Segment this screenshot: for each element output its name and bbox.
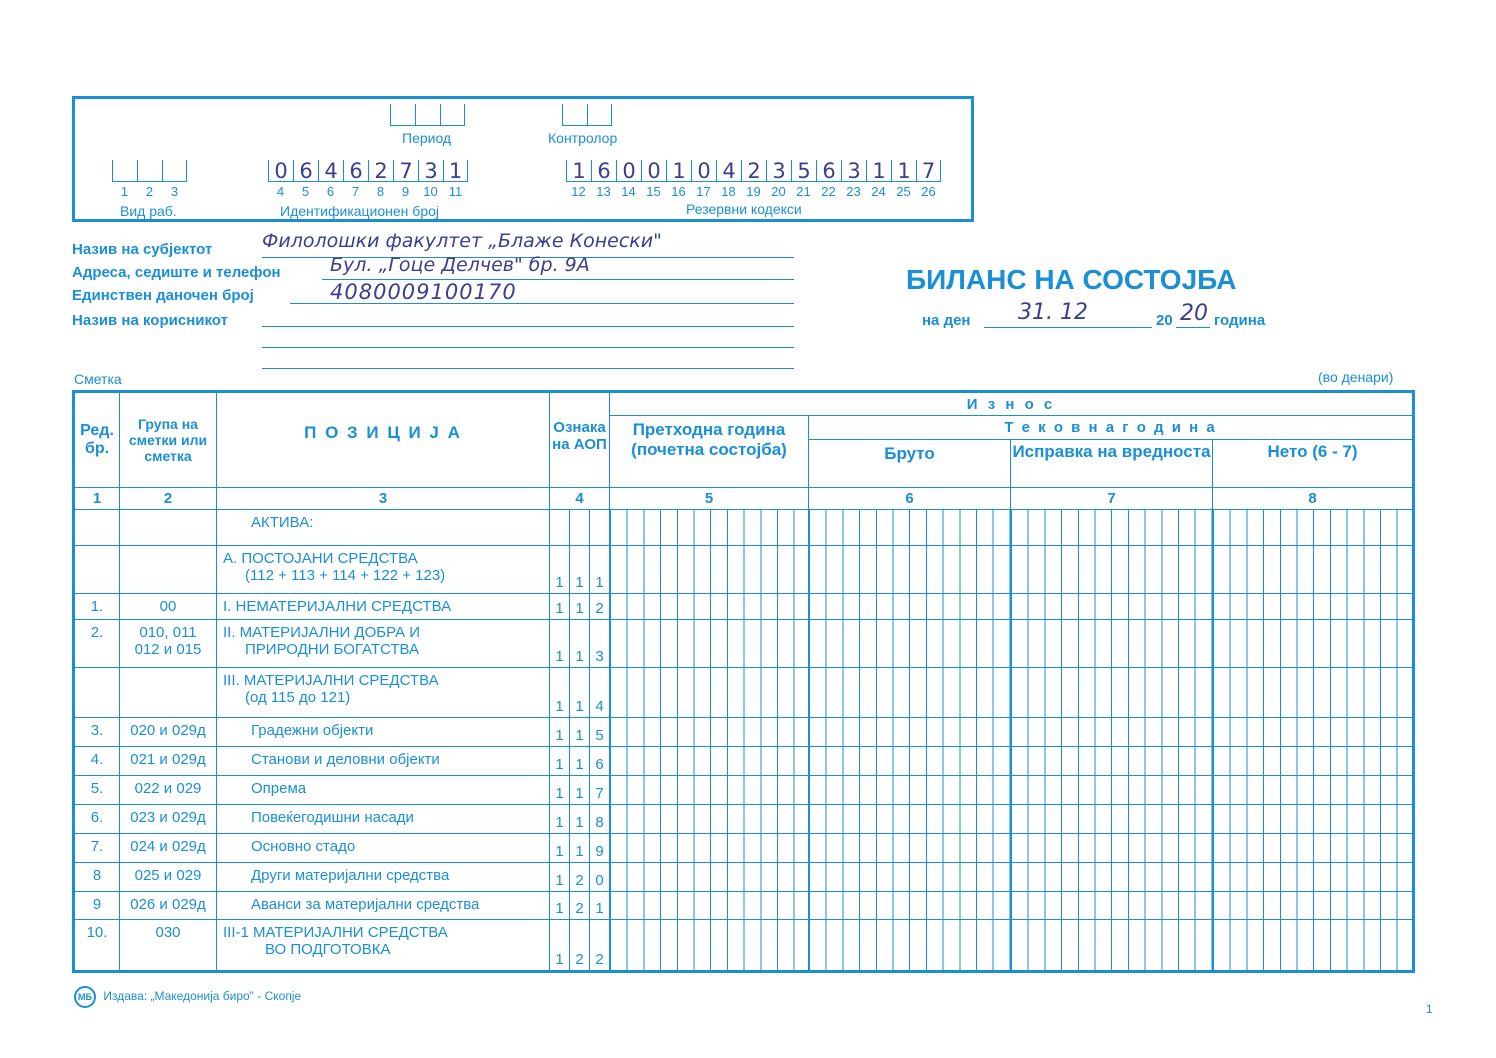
- aop-digit: 5: [589, 718, 609, 746]
- amount-cell[interactable]: [809, 920, 1011, 972]
- year-prefix: 20: [1156, 312, 1173, 329]
- amount-cell[interactable]: [1011, 620, 1213, 668]
- aop-digit: 7: [589, 776, 609, 804]
- aop-digit: 2: [589, 594, 609, 619]
- amount-cell[interactable]: [610, 668, 809, 718]
- tax-value[interactable]: 4080009100170: [330, 280, 517, 304]
- cell-number: 7: [351, 184, 360, 199]
- cell-number: 12: [571, 184, 586, 199]
- digit-cell[interactable]: 1: [891, 160, 916, 182]
- aop-digit: 2: [569, 920, 589, 970]
- aop-digit: [569, 510, 589, 545]
- aop-digit: 6: [589, 747, 609, 775]
- amount-cell[interactable]: [610, 920, 809, 972]
- cell-number: 18: [721, 184, 736, 199]
- aop-digit: 2: [569, 863, 589, 891]
- digit-cell[interactable]: 0: [616, 160, 641, 182]
- aop-digit: 1: [569, 747, 589, 775]
- row-position: [217, 718, 550, 747]
- reserve-numbers: [566, 184, 941, 199]
- vid-numbers: [112, 184, 187, 199]
- amount-cell[interactable]: [1011, 776, 1213, 805]
- amount-cell[interactable]: [610, 776, 809, 805]
- amount-cell[interactable]: [1011, 718, 1213, 747]
- amount-cell[interactable]: [610, 863, 809, 892]
- amount-cell[interactable]: [809, 620, 1011, 668]
- aop-digit: 3: [589, 620, 609, 667]
- row-number: 3.: [74, 718, 120, 747]
- row-aop: [550, 892, 610, 920]
- digit-cell[interactable]: 1: [566, 160, 591, 182]
- smetka-label: Сметка: [74, 371, 122, 387]
- aop-digit: [550, 510, 569, 545]
- aop-digit: 1: [589, 892, 609, 919]
- digit-cell[interactable]: 6: [293, 160, 318, 182]
- column-number: 3: [217, 488, 550, 510]
- aop-digit: 1: [589, 546, 609, 593]
- cell-number: 14: [621, 184, 636, 199]
- row-group: [120, 863, 217, 892]
- row-group: [120, 776, 217, 805]
- digit-cell[interactable]: 1: [666, 160, 691, 182]
- amount-cell[interactable]: [809, 834, 1011, 863]
- amount-cell[interactable]: [809, 892, 1011, 920]
- digit-cell[interactable]: 6: [343, 160, 368, 182]
- cell-number: 11: [448, 184, 463, 199]
- table-row: [74, 620, 1414, 668]
- header-previous-year: Претходна година (почетна состојба): [610, 416, 809, 488]
- tax-label: Единствен даночен број: [72, 287, 254, 304]
- header-group: Група на сметки или сметка: [120, 392, 217, 488]
- amount-cell[interactable]: [1213, 834, 1414, 863]
- row-position: [217, 510, 550, 546]
- row-group: [120, 546, 217, 594]
- cell-number: 5: [301, 184, 310, 199]
- aop-digit: 1: [555, 843, 564, 860]
- row-position: [217, 776, 550, 805]
- aop-digit: 1: [555, 951, 564, 968]
- aop-digit: 1: [569, 834, 589, 862]
- row-number: [74, 668, 120, 718]
- row-group: [120, 805, 217, 834]
- user-line-3[interactable]: [262, 367, 794, 369]
- row-number: 7.: [74, 834, 120, 863]
- row-position: [217, 892, 550, 920]
- row-position: [217, 546, 550, 594]
- row-position: [217, 863, 550, 892]
- aop-digit: 1: [555, 574, 564, 591]
- amount-cell[interactable]: [1213, 863, 1414, 892]
- column-number: 1: [74, 488, 120, 510]
- reserve-cells[interactable]: [566, 160, 941, 182]
- row-position-line: III-1 МАТЕРИЈАЛНИ СРЕДСТВА: [223, 924, 448, 941]
- year-value[interactable]: 20: [1180, 301, 1208, 326]
- row-position: [217, 805, 550, 834]
- aop-digit: 1: [555, 600, 564, 617]
- aop-digit: 1: [555, 698, 564, 715]
- aop-digit: 1: [569, 594, 589, 619]
- aop-digit: 1: [555, 785, 564, 802]
- cell-number: 10: [423, 184, 438, 199]
- digit-cell[interactable]: 1: [443, 160, 468, 182]
- cell-number: 3: [170, 184, 179, 199]
- controller-label: Контролор: [548, 130, 618, 146]
- user-line-2[interactable]: [262, 346, 794, 348]
- aop-digit: 1: [555, 814, 564, 831]
- cell-number: 2: [145, 184, 154, 199]
- amount-cell[interactable]: [1011, 805, 1213, 834]
- aop-digit: 1: [555, 872, 564, 889]
- document-title: БИЛАНС НА СОСТОЈБА: [906, 264, 1237, 295]
- row-group: [120, 510, 217, 546]
- period-cells[interactable]: [390, 104, 465, 126]
- amount-cell[interactable]: [610, 747, 809, 776]
- vid-label: Вид раб.: [120, 203, 177, 219]
- row-aop: [550, 510, 610, 546]
- column-number: 4: [550, 488, 610, 510]
- table-row: [74, 510, 1414, 546]
- header-ispravka: Исправка на вредноста: [1011, 440, 1213, 488]
- column-number: 8: [1213, 488, 1414, 510]
- digit-cell[interactable]: 6: [816, 160, 841, 182]
- table-row: [74, 546, 1414, 594]
- row-aop: [550, 863, 610, 892]
- aop-digit: 1: [555, 900, 564, 917]
- row-position: [217, 668, 550, 718]
- amount-cell[interactable]: [809, 668, 1011, 718]
- digit-cell[interactable]: 0: [268, 160, 293, 182]
- table-row: [74, 892, 1414, 920]
- aop-digit: 8: [589, 805, 609, 833]
- digit-cell[interactable]: 3: [841, 160, 866, 182]
- amount-cell[interactable]: [809, 747, 1011, 776]
- amount-cell[interactable]: [610, 510, 809, 546]
- amount-cell[interactable]: [1011, 747, 1213, 776]
- row-position: [217, 747, 550, 776]
- row-aop: [550, 718, 610, 747]
- cell-number: 19: [746, 184, 761, 199]
- publisher-text: Издава: „Македонија биро" - Скопје: [103, 989, 302, 1004]
- row-group-line: 020 и 029д: [130, 722, 206, 739]
- row-number: 6.: [74, 805, 120, 834]
- row-aop: [550, 620, 610, 668]
- amount-cell[interactable]: [1011, 892, 1213, 920]
- row-group: [120, 594, 217, 620]
- cell-number: 17: [696, 184, 711, 199]
- aop-digit: 1: [569, 668, 589, 717]
- amount-cell[interactable]: [1213, 776, 1414, 805]
- row-group: [120, 668, 217, 718]
- table-row: [74, 805, 1414, 834]
- row-position-line: Повеќегодишни насади: [251, 809, 414, 826]
- column-number: 6: [809, 488, 1011, 510]
- aop-digit: [589, 510, 609, 545]
- table-row: [74, 718, 1414, 747]
- row-group-line: 023 и 029д: [130, 809, 206, 826]
- digit-cell[interactable]: 3: [418, 160, 443, 182]
- amount-cell[interactable]: [1213, 546, 1414, 594]
- subject-label: Назив на субјектот: [72, 241, 213, 258]
- digit-cell[interactable]: 3: [766, 160, 791, 182]
- id-cells[interactable]: [268, 160, 468, 182]
- row-group: [120, 747, 217, 776]
- amount-cell[interactable]: [610, 718, 809, 747]
- row-group: [120, 920, 217, 972]
- amount-cell[interactable]: [610, 546, 809, 594]
- amount-cell[interactable]: [1011, 594, 1213, 620]
- aop-digit: 1: [555, 727, 564, 744]
- digit-cell[interactable]: 7: [916, 160, 941, 182]
- row-group-line: 010, 011: [139, 624, 197, 641]
- address-value[interactable]: Бул. „Гоце Делчев" бр. 9А: [330, 254, 590, 276]
- aop-digit: 1: [569, 776, 589, 804]
- column-number: 7: [1011, 488, 1213, 510]
- amount-cell[interactable]: [1213, 805, 1414, 834]
- amount-cell[interactable]: [1213, 718, 1414, 747]
- currency-note: (во денари): [1318, 369, 1394, 385]
- amount-cell[interactable]: [809, 776, 1011, 805]
- cell-number: 8: [376, 184, 385, 199]
- year-suffix: година: [1214, 312, 1266, 329]
- header-box: [72, 96, 974, 222]
- row-number: 8: [74, 863, 120, 892]
- cell-number: 24: [871, 184, 886, 199]
- row-aop: [550, 776, 610, 805]
- amount-cell[interactable]: [809, 718, 1011, 747]
- cell-number: 6: [326, 184, 335, 199]
- amount-cell[interactable]: [610, 892, 809, 920]
- cell-number: 15: [646, 184, 661, 199]
- row-position: [217, 834, 550, 863]
- aop-digit: 1: [555, 756, 564, 773]
- digit-cell[interactable]: 7: [393, 160, 418, 182]
- aop-digit: 1: [555, 648, 564, 665]
- digit-cell[interactable]: 6: [591, 160, 616, 182]
- row-position-line: Градежни објекти: [251, 722, 374, 739]
- row-position-line: ВО ПОДГОТОВКА: [265, 941, 391, 958]
- table-row: [74, 747, 1414, 776]
- row-aop: [550, 546, 610, 594]
- row-number: 2.: [74, 620, 120, 668]
- row-position-line: А. ПОСТОЈАНИ СРЕДСТВА: [223, 550, 418, 567]
- header-position: П О З И Ц И Ј А: [217, 392, 550, 488]
- row-position-line: (од 115 до 121): [245, 689, 351, 706]
- table-row: [74, 594, 1414, 620]
- table-row: [74, 920, 1414, 972]
- publisher-footer: [74, 986, 301, 1008]
- row-group-line: 012 и 015: [134, 641, 202, 658]
- amount-cell[interactable]: [809, 594, 1011, 620]
- cell-number: 4: [276, 184, 285, 199]
- row-position-line: Аванси за материјални средства: [251, 896, 480, 913]
- aop-digit: 9: [589, 834, 609, 862]
- header-aop: Ознака на АОП: [550, 392, 610, 488]
- amount-cell[interactable]: [809, 805, 1011, 834]
- amount-cell[interactable]: [610, 620, 809, 668]
- cell-number: 26: [921, 184, 936, 199]
- amount-cell[interactable]: [610, 594, 809, 620]
- amount-cell[interactable]: [610, 834, 809, 863]
- controller-cells[interactable]: [562, 104, 612, 126]
- row-group-line: 021 и 029д: [130, 751, 206, 768]
- aop-digit: 1: [569, 620, 589, 667]
- row-group: [120, 892, 217, 920]
- column-number: 2: [120, 488, 217, 510]
- row-group-line: 00: [159, 598, 177, 615]
- row-aop: [550, 747, 610, 776]
- amount-cell[interactable]: [1011, 546, 1213, 594]
- cell-number: 20: [771, 184, 786, 199]
- row-number: 1.: [74, 594, 120, 620]
- aop-digit: 0: [589, 863, 609, 891]
- digit-cell[interactable]: 4: [318, 160, 343, 182]
- amount-cell[interactable]: [1011, 510, 1213, 546]
- vid-cells[interactable]: [112, 160, 187, 182]
- subject-value[interactable]: Филолошки факултет „Блаже Конески": [262, 230, 662, 252]
- page-number: 1: [1426, 1002, 1433, 1016]
- row-group-line: 022 и 029: [134, 780, 202, 797]
- cell-number: 9: [401, 184, 410, 199]
- header-bruto: Бруто: [809, 440, 1011, 488]
- row-group: [120, 834, 217, 863]
- amount-cell[interactable]: [1213, 594, 1414, 620]
- row-position-line: I. НЕМАТЕРИЈАЛНИ СРЕДСТВА: [223, 598, 452, 615]
- aop-digit: 2: [569, 892, 589, 919]
- row-aop: [550, 668, 610, 718]
- digit-cell[interactable]: 0: [641, 160, 666, 182]
- date-prefix: на ден: [922, 312, 971, 329]
- date-line: [984, 326, 1152, 328]
- header-neto: Нето (6 - 7): [1213, 440, 1414, 488]
- digit-cell[interactable]: 5: [791, 160, 816, 182]
- digit-cell[interactable]: 0: [691, 160, 716, 182]
- digit-cell[interactable]: 4: [716, 160, 741, 182]
- cell-number: 16: [671, 184, 686, 199]
- row-number: 5.: [74, 776, 120, 805]
- amount-cell[interactable]: [1213, 510, 1414, 546]
- cell-number: 13: [596, 184, 611, 199]
- balance-table: [72, 390, 1415, 973]
- cell-number: 22: [821, 184, 836, 199]
- table-row: [74, 863, 1414, 892]
- column-number: 5: [610, 488, 809, 510]
- amount-cell[interactable]: [809, 863, 1011, 892]
- amount-cell[interactable]: [1011, 668, 1213, 718]
- row-position: [217, 594, 550, 620]
- cell-number: 21: [796, 184, 811, 199]
- row-position: [217, 920, 550, 972]
- aop-digit: 4: [589, 668, 609, 717]
- row-position-line: ПРИРОДНИ БОГАТСТВА: [245, 641, 419, 658]
- digit-cell[interactable]: 2: [368, 160, 393, 182]
- id-label: Идентификационен број: [280, 203, 440, 219]
- column-numbers-row: [74, 488, 1414, 510]
- row-aop: [550, 834, 610, 863]
- header-red: Ред. бр.: [74, 392, 120, 488]
- amount-cell[interactable]: [809, 510, 1011, 546]
- row-position-line: Основно стадо: [251, 838, 356, 855]
- row-number: [74, 510, 120, 546]
- row-position-line: Опрема: [251, 780, 307, 797]
- aop-digit: 2: [589, 920, 609, 970]
- aop-digit: 1: [569, 805, 589, 833]
- amount-cell[interactable]: [1213, 920, 1414, 972]
- amount-cell[interactable]: [1011, 863, 1213, 892]
- id-numbers: [268, 184, 468, 199]
- row-position-line: II. МАТЕРИЈАЛНИ ДОБРА И: [223, 624, 421, 641]
- header-current-year: Т е к о в н а г о д и н а: [809, 416, 1414, 440]
- amount-cell[interactable]: [1011, 834, 1213, 863]
- row-number: 4.: [74, 747, 120, 776]
- row-position-line: Станови и деловни објекти: [251, 751, 440, 768]
- amount-cell[interactable]: [809, 546, 1011, 594]
- row-group-line: 025 и 029: [134, 867, 202, 884]
- row-number: 10.: [74, 920, 120, 972]
- date-value[interactable]: 31. 12: [1018, 300, 1088, 325]
- row-position-line: (112 + 113 + 114 + 122 + 123): [245, 567, 446, 584]
- reserve-label: Резервни кодекси: [686, 201, 802, 217]
- year-line: [1176, 326, 1210, 328]
- amount-cell[interactable]: [1213, 747, 1414, 776]
- row-group-line: 030: [155, 924, 181, 941]
- row-aop: [550, 594, 610, 620]
- row-aop: [550, 805, 610, 834]
- row-number: [74, 546, 120, 594]
- amount-cell[interactable]: [1213, 668, 1414, 718]
- period-label: Период: [402, 130, 452, 146]
- aop-digit: 1: [569, 546, 589, 593]
- row-group: [120, 718, 217, 747]
- row-position-line: АКТИВА:: [251, 514, 314, 531]
- cell-number: 1: [120, 184, 129, 199]
- amount-cell[interactable]: [1213, 892, 1414, 920]
- header-iznos: И з н о с: [610, 392, 1414, 416]
- row-group: [120, 620, 217, 668]
- digit-cell[interactable]: 1: [866, 160, 891, 182]
- table-row: [74, 668, 1414, 718]
- table-row: [74, 834, 1414, 863]
- address-label: Адреса, седиште и телефон: [72, 264, 281, 281]
- digit-cell[interactable]: 2: [741, 160, 766, 182]
- user-label: Назив на корисникот: [72, 312, 228, 329]
- cell-number: 23: [846, 184, 861, 199]
- row-position-line: Други материјални средства: [251, 867, 450, 884]
- row-position-line: III. МАТЕРИЈАЛНИ СРЕДСТВА: [223, 672, 439, 689]
- row-number: 9: [74, 892, 120, 920]
- table-row: [74, 776, 1414, 805]
- publisher-logo: МБ: [74, 986, 96, 1008]
- amount-cell[interactable]: [1011, 920, 1213, 972]
- row-group-line: 024 и 029д: [130, 838, 206, 855]
- row-aop: [550, 920, 610, 972]
- row-group-line: 026 и 029д: [130, 896, 206, 913]
- cell-number: 25: [896, 184, 911, 199]
- amount-cell[interactable]: [610, 805, 809, 834]
- amount-cell[interactable]: [1213, 620, 1414, 668]
- row-position: [217, 620, 550, 668]
- aop-digit: 1: [569, 718, 589, 746]
- user-line-1[interactable]: [262, 325, 794, 327]
